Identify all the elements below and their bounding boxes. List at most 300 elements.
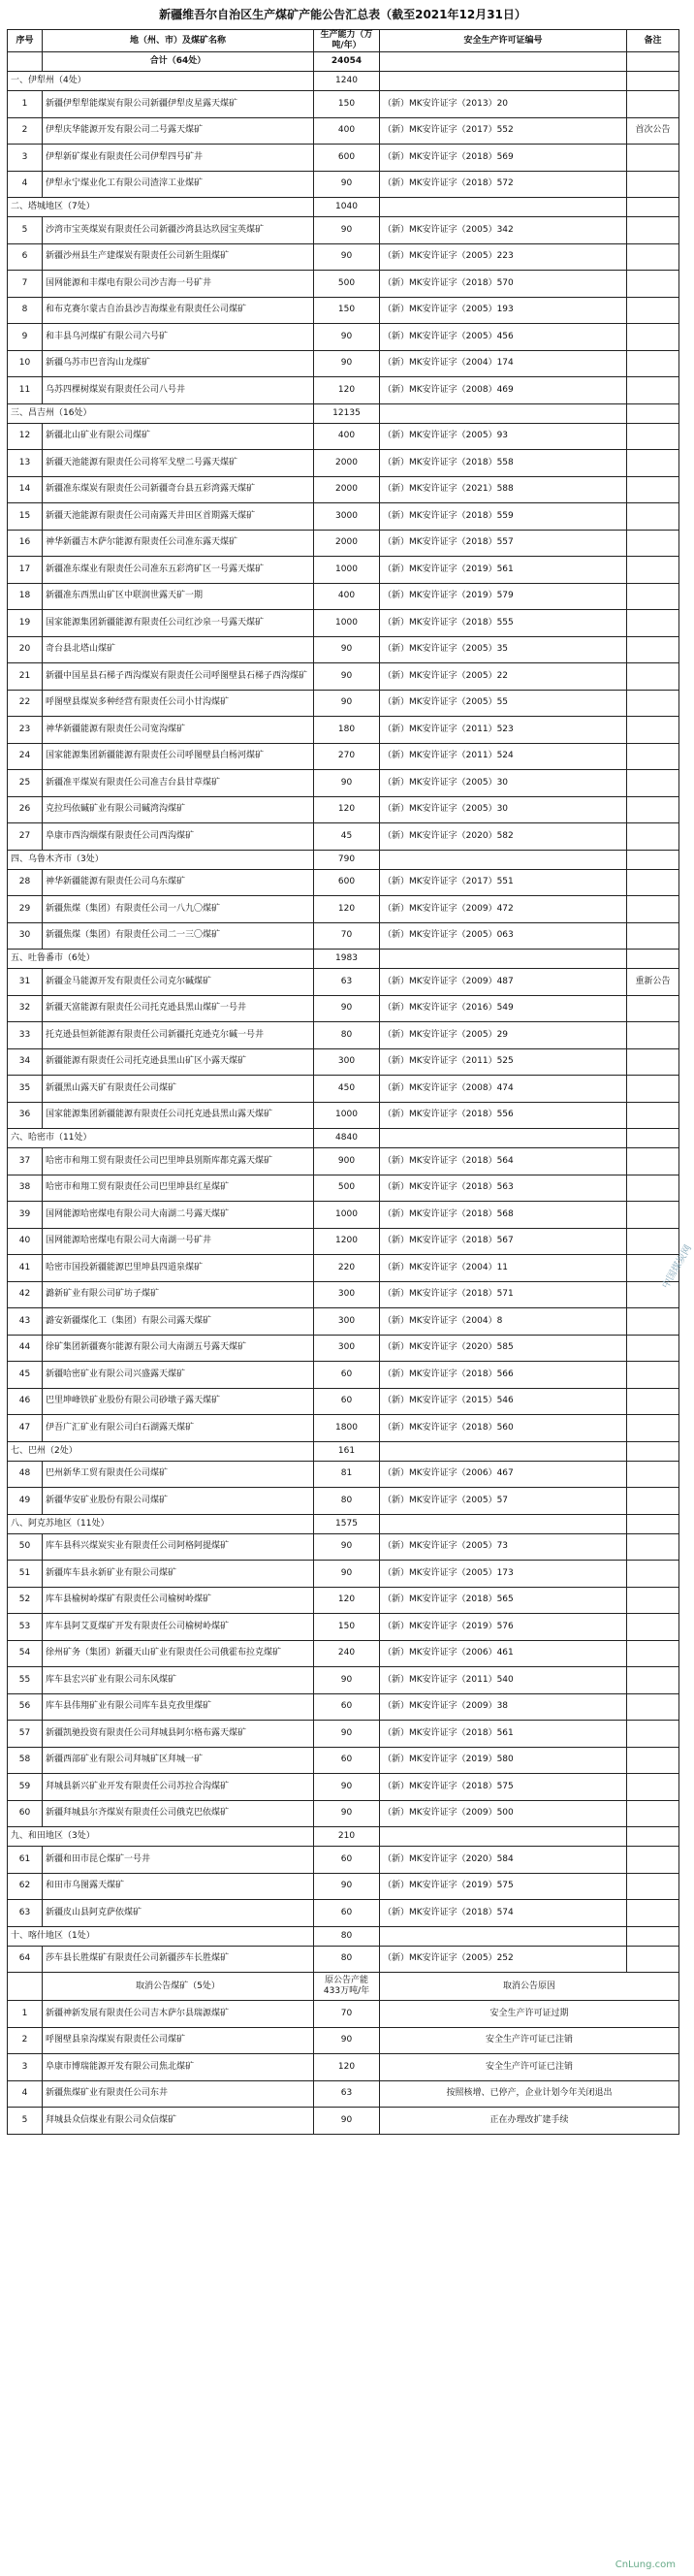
note bbox=[627, 869, 679, 896]
row-no: 43 bbox=[8, 1308, 43, 1336]
license-no: （新）MK安许证字（2021）588 bbox=[380, 476, 627, 503]
note bbox=[627, 663, 679, 691]
note bbox=[627, 1900, 679, 1927]
capacity: 60 bbox=[314, 1693, 380, 1721]
license-no: （新）MK安许证字（2019）576 bbox=[380, 1614, 627, 1641]
section-capacity: 161 bbox=[314, 1441, 380, 1461]
row-no: 50 bbox=[8, 1533, 43, 1561]
license-no: （新）MK安许证字（2006）467 bbox=[380, 1461, 627, 1488]
license-no: （新）MK安许证字（2005）29 bbox=[380, 1022, 627, 1049]
mine-name: 徐州矿务（集团）新疆天山矿业有限责任公司俄霍布拉克煤矿 bbox=[43, 1640, 314, 1667]
capacity: 90 bbox=[314, 1561, 380, 1588]
cancel-header-capacity: 原公告产能433万吨/年 bbox=[314, 1973, 380, 2001]
note bbox=[627, 583, 679, 610]
note bbox=[627, 1847, 679, 1874]
mine-name: 拜城县众信煤业有限公司众信煤矿 bbox=[43, 2108, 314, 2135]
total-label: 合计（64处） bbox=[43, 52, 314, 72]
license-no: （新）MK安许证字（2005）30 bbox=[380, 796, 627, 823]
note bbox=[627, 1693, 679, 1721]
license-no: （新）MK安许证字（2009）487 bbox=[380, 969, 627, 996]
table-row bbox=[8, 1281, 679, 1308]
row-no: 12 bbox=[8, 423, 43, 450]
capacity: 120 bbox=[314, 896, 380, 923]
capacity: 150 bbox=[314, 297, 380, 324]
license-no: （新）MK安许证字（2018）557 bbox=[380, 530, 627, 557]
note bbox=[627, 1415, 679, 1442]
capacity: 60 bbox=[314, 1362, 380, 1389]
mine-name: 新疆天池能源有限责任公司将军戈壁二号露天煤矿 bbox=[43, 450, 314, 477]
mine-name: 神华新疆吉木萨尔能源有限责任公司准东露天煤矿 bbox=[43, 530, 314, 557]
note: 重新公告 bbox=[627, 969, 679, 996]
note bbox=[627, 530, 679, 557]
table-row bbox=[8, 690, 679, 717]
license-no: （新）MK安许证字（2018）575 bbox=[380, 1774, 627, 1801]
capacity: 1800 bbox=[314, 1415, 380, 1442]
capacity: 63 bbox=[314, 969, 380, 996]
row-no: 11 bbox=[8, 377, 43, 404]
note bbox=[627, 145, 679, 172]
mine-name: 新疆凯驰投资有限责任公司拜城县阿尔格布露天煤矿 bbox=[43, 1721, 314, 1748]
capacity: 1000 bbox=[314, 557, 380, 584]
license-no: （新）MK安许证字（2004）174 bbox=[380, 350, 627, 377]
mine-name: 新疆华安矿业股份有限公司煤矿 bbox=[43, 1488, 314, 1515]
table-row bbox=[8, 1335, 679, 1362]
capacity: 90 bbox=[314, 636, 380, 663]
mine-name: 巴里坤峰铁矿业股份有限公司砂墩子露天煤矿 bbox=[43, 1388, 314, 1415]
row-no: 32 bbox=[8, 995, 43, 1022]
table-row bbox=[8, 450, 679, 477]
row-no: 23 bbox=[8, 717, 43, 744]
license-no: （新）MK安许证字（2019）575 bbox=[380, 1873, 627, 1900]
table-row bbox=[8, 503, 679, 531]
mine-name: 新疆焦煤矿业有限责任公司东井 bbox=[43, 2080, 314, 2108]
capacity: 60 bbox=[314, 1747, 380, 1774]
note bbox=[627, 1388, 679, 1415]
row-no: 28 bbox=[8, 869, 43, 896]
mine-name: 库车县阿艾夏煤矿开发有限责任公司榆树岭煤矿 bbox=[43, 1614, 314, 1641]
mine-name: 克拉玛依碱矿业有限公司碱湾沟煤矿 bbox=[43, 796, 314, 823]
table-row bbox=[8, 995, 679, 1022]
capacity: 500 bbox=[314, 1175, 380, 1202]
license-no: （新）MK安许证字（2009）500 bbox=[380, 1800, 627, 1827]
capacity: 90 bbox=[314, 324, 380, 351]
mine-name: 新疆北山矿业有限公司煤矿 bbox=[43, 423, 314, 450]
capacity: 63 bbox=[314, 2080, 380, 2108]
license-no: （新）MK安许证字（2011）540 bbox=[380, 1667, 627, 1694]
capacity: 300 bbox=[314, 1048, 380, 1076]
mine-name: 国网能源哈密煤电有限公司大南湖二号露天煤矿 bbox=[43, 1202, 314, 1229]
note bbox=[627, 1308, 679, 1336]
note bbox=[627, 377, 679, 404]
note bbox=[627, 1640, 679, 1667]
table-row bbox=[8, 583, 679, 610]
note bbox=[627, 423, 679, 450]
capacity: 3000 bbox=[314, 503, 380, 531]
row-no: 26 bbox=[8, 796, 43, 823]
row-no: 63 bbox=[8, 1900, 43, 1927]
license-no: （新）MK安许证字（2018）571 bbox=[380, 1281, 627, 1308]
row-no: 59 bbox=[8, 1774, 43, 1801]
license-no: （新）MK安许证字（2020）584 bbox=[380, 1847, 627, 1874]
table-row bbox=[8, 557, 679, 584]
capacity: 60 bbox=[314, 1847, 380, 1874]
license-no: （新）MK安许证字（2018）556 bbox=[380, 1102, 627, 1129]
capacity: 120 bbox=[314, 1587, 380, 1614]
cancel-row bbox=[8, 2080, 679, 2108]
capacity: 500 bbox=[314, 271, 380, 298]
table-row bbox=[8, 171, 679, 198]
mine-name: 潞安新疆煤化工（集团）有限公司露天煤矿 bbox=[43, 1308, 314, 1336]
license-no: （新）MK安许证字（2018）570 bbox=[380, 271, 627, 298]
capacity: 400 bbox=[314, 423, 380, 450]
note bbox=[627, 823, 679, 851]
license-no: （新）MK安许证字（2005）22 bbox=[380, 663, 627, 691]
row-no: 44 bbox=[8, 1335, 43, 1362]
license-no: （新）MK安许证字（2005）456 bbox=[380, 324, 627, 351]
note bbox=[627, 1667, 679, 1694]
section-title: 十、喀什地区（1处） bbox=[8, 1926, 314, 1946]
note bbox=[627, 1461, 679, 1488]
capacity: 900 bbox=[314, 1148, 380, 1175]
section-capacity: 12135 bbox=[314, 403, 380, 423]
table-row bbox=[8, 1900, 679, 1927]
mine-name: 伊犁永宁煤业化工有限公司渣滓工业煤矿 bbox=[43, 171, 314, 198]
license-no: （新）MK安许证字（2017）551 bbox=[380, 869, 627, 896]
section-capacity: 80 bbox=[314, 1926, 380, 1946]
note bbox=[627, 271, 679, 298]
table-row bbox=[8, 271, 679, 298]
row-no: 9 bbox=[8, 324, 43, 351]
license-no: （新）MK安许证字（2020）585 bbox=[380, 1335, 627, 1362]
section-capacity: 1240 bbox=[314, 72, 380, 91]
row-no: 52 bbox=[8, 1587, 43, 1614]
note bbox=[627, 690, 679, 717]
row-no: 46 bbox=[8, 1388, 43, 1415]
license-no: （新）MK安许证字（2005）252 bbox=[380, 1946, 627, 1973]
row-no: 17 bbox=[8, 557, 43, 584]
mine-name: 新疆准东煤炭有限责任公司新疆奇台县五彩湾露天煤矿 bbox=[43, 476, 314, 503]
section-capacity: 1040 bbox=[314, 198, 380, 217]
row-no: 30 bbox=[8, 922, 43, 950]
note bbox=[627, 217, 679, 244]
row-no: 27 bbox=[8, 823, 43, 851]
section-row bbox=[8, 950, 679, 969]
table-body bbox=[8, 72, 679, 1973]
license-no: （新）MK安许证字（2018）563 bbox=[380, 1175, 627, 1202]
note bbox=[627, 770, 679, 797]
capacity: 90 bbox=[314, 690, 380, 717]
mine-name: 潞新矿业有限公司矿坊子煤矿 bbox=[43, 1281, 314, 1308]
capacity: 90 bbox=[314, 663, 380, 691]
row-no: 34 bbox=[8, 1048, 43, 1076]
section-capacity: 210 bbox=[314, 1827, 380, 1847]
license-no: （新）MK安许证字（2005）93 bbox=[380, 423, 627, 450]
mine-name: 神华新疆能源有限责任公司宽沟煤矿 bbox=[43, 717, 314, 744]
mine-name: 新疆西部矿业有限公司拜城矿区拜城一矿 bbox=[43, 1747, 314, 1774]
section-capacity: 1983 bbox=[314, 950, 380, 969]
row-no: 40 bbox=[8, 1228, 43, 1255]
table-row bbox=[8, 1721, 679, 1748]
row-no: 25 bbox=[8, 770, 43, 797]
row-no: 4 bbox=[8, 171, 43, 198]
section-row bbox=[8, 1129, 679, 1148]
capacity: 90 bbox=[314, 770, 380, 797]
mine-name: 沙湾市宝英煤炭有限责任公司新疆沙湾县达玖园宝英煤矿 bbox=[43, 217, 314, 244]
mine-name: 拜城县新兴矿业开发有限责任公司苏拉合沟煤矿 bbox=[43, 1774, 314, 1801]
mine-name: 伊犁新矿煤业有限责任公司伊犁四号矿井 bbox=[43, 145, 314, 172]
mine-name: 库车县宏兴矿业有限公司东风煤矿 bbox=[43, 1667, 314, 1694]
capacity: 90 bbox=[314, 217, 380, 244]
row-no: 2 bbox=[8, 2027, 43, 2054]
capacity: 80 bbox=[314, 1488, 380, 1515]
table-row bbox=[8, 1946, 679, 1973]
table-row bbox=[8, 377, 679, 404]
table-row bbox=[8, 324, 679, 351]
row-no: 14 bbox=[8, 476, 43, 503]
section-title: 四、乌鲁木齐市（3处） bbox=[8, 850, 314, 869]
note bbox=[627, 796, 679, 823]
license-no: （新）MK安许证字（2011）523 bbox=[380, 717, 627, 744]
table-row bbox=[8, 1202, 679, 1229]
mine-capacity-table bbox=[7, 29, 679, 1973]
row-no: 3 bbox=[8, 145, 43, 172]
note bbox=[627, 1488, 679, 1515]
section-row bbox=[8, 1827, 679, 1847]
mine-name: 新疆和田市昆仑煤矿一号井 bbox=[43, 1847, 314, 1874]
mine-name: 呼图壁县泉沟煤炭有限责任公司煤矿 bbox=[43, 2027, 314, 2054]
license-no: （新）MK安许证字（2005）73 bbox=[380, 1533, 627, 1561]
license-no: （新）MK安许证字（2018）564 bbox=[380, 1148, 627, 1175]
mine-name: 莎车县长胜煤矿有限责任公司新疆莎车长胜煤矿 bbox=[43, 1946, 314, 1973]
note bbox=[627, 1873, 679, 1900]
table-row bbox=[8, 1488, 679, 1515]
mine-name: 新疆焦煤（集团）有限责任公司一八九〇煤矿 bbox=[43, 896, 314, 923]
row-no: 48 bbox=[8, 1461, 43, 1488]
mine-name: 伊犁庆华能源开发有限公司二号露天煤矿 bbox=[43, 117, 314, 145]
license-no: （新）MK安许证字（2018）565 bbox=[380, 1587, 627, 1614]
capacity: 1000 bbox=[314, 610, 380, 637]
table-row bbox=[8, 1774, 679, 1801]
license-no: （新）MK安许证字（2018）558 bbox=[380, 450, 627, 477]
cancel-row bbox=[8, 2001, 679, 2028]
row-no: 53 bbox=[8, 1614, 43, 1641]
mine-name: 哈密市国投新疆能源巴里坤县四道泉煤矿 bbox=[43, 1255, 314, 1282]
row-no: 41 bbox=[8, 1255, 43, 1282]
capacity: 450 bbox=[314, 1076, 380, 1103]
table-row bbox=[8, 117, 679, 145]
section-capacity: 1575 bbox=[314, 1514, 380, 1533]
row-no: 61 bbox=[8, 1847, 43, 1874]
capacity: 400 bbox=[314, 583, 380, 610]
table-row bbox=[8, 1102, 679, 1129]
row-no: 47 bbox=[8, 1415, 43, 1442]
mine-name: 乌苏四棵树煤炭有限责任公司八号井 bbox=[43, 377, 314, 404]
cancel-header-reason: 取消公告原因 bbox=[380, 1973, 679, 2001]
row-no: 36 bbox=[8, 1102, 43, 1129]
header-note: 备注 bbox=[627, 30, 679, 52]
license-no: （新）MK安许证字（2018）568 bbox=[380, 1202, 627, 1229]
table-row bbox=[8, 1667, 679, 1694]
capacity: 300 bbox=[314, 1335, 380, 1362]
section-row bbox=[8, 198, 679, 217]
row-no: 1 bbox=[8, 91, 43, 118]
license-no: （新）MK安许证字（2005）193 bbox=[380, 297, 627, 324]
total-row bbox=[8, 52, 679, 72]
license-no: （新）MK安许证字（2005）223 bbox=[380, 243, 627, 271]
license-no: （新）MK安许证字（2018）574 bbox=[380, 1900, 627, 1927]
row-no: 31 bbox=[8, 969, 43, 996]
note bbox=[627, 1747, 679, 1774]
note bbox=[627, 1148, 679, 1175]
section-title: 二、塔城地区（7处） bbox=[8, 198, 314, 217]
mine-name: 新疆能源有限责任公司托克逊县黑山矿区小露天煤矿 bbox=[43, 1048, 314, 1076]
section-title: 九、和田地区（3处） bbox=[8, 1827, 314, 1847]
table-row bbox=[8, 530, 679, 557]
row-no: 22 bbox=[8, 690, 43, 717]
row-no: 55 bbox=[8, 1667, 43, 1694]
table-row bbox=[8, 1533, 679, 1561]
capacity: 90 bbox=[314, 1533, 380, 1561]
row-no: 13 bbox=[8, 450, 43, 477]
license-no: （新）MK安许证字（2006）461 bbox=[380, 1640, 627, 1667]
row-no: 10 bbox=[8, 350, 43, 377]
capacity: 90 bbox=[314, 1873, 380, 1900]
license-no: （新）MK安许证字（2008）469 bbox=[380, 377, 627, 404]
cancel-header-row bbox=[8, 1973, 679, 2001]
row-no: 2 bbox=[8, 117, 43, 145]
license-no: （新）MK安许证字（2004）8 bbox=[380, 1308, 627, 1336]
mine-name: 新疆库车县永新矿业有限公司煤矿 bbox=[43, 1561, 314, 1588]
capacity: 90 bbox=[314, 1667, 380, 1694]
note bbox=[627, 1587, 679, 1614]
license-no: （新）MK安许证字（2013）20 bbox=[380, 91, 627, 118]
mine-name: 新疆焦煤（集团）有限责任公司二一三〇煤矿 bbox=[43, 922, 314, 950]
capacity: 600 bbox=[314, 145, 380, 172]
mine-name: 神华新疆能源有限责任公司乌东煤矿 bbox=[43, 869, 314, 896]
table-row bbox=[8, 796, 679, 823]
row-no: 19 bbox=[8, 610, 43, 637]
table-row bbox=[8, 1228, 679, 1255]
row-no: 5 bbox=[8, 217, 43, 244]
table-row bbox=[8, 896, 679, 923]
license-no: （新）MK安许证字（2018）567 bbox=[380, 1228, 627, 1255]
capacity: 150 bbox=[314, 1614, 380, 1641]
note bbox=[627, 1022, 679, 1049]
table-row bbox=[8, 1640, 679, 1667]
table-row bbox=[8, 869, 679, 896]
cancel-reason: 安全生产许可证过期 bbox=[380, 2001, 679, 2028]
mine-name: 新疆伊犁犁能煤炭有限公司新疆伊犁皮星露天煤矿 bbox=[43, 91, 314, 118]
license-no: （新）MK安许证字（2005）55 bbox=[380, 690, 627, 717]
table-row bbox=[8, 1415, 679, 1442]
note bbox=[627, 557, 679, 584]
note bbox=[627, 1800, 679, 1827]
section-title: 三、昌吉州（16处） bbox=[8, 403, 314, 423]
license-no: （新）MK安许证字（2019）579 bbox=[380, 583, 627, 610]
capacity: 90 bbox=[314, 171, 380, 198]
capacity: 2000 bbox=[314, 530, 380, 557]
mine-name: 国网能源和丰煤电有限公司沙吉海一号矿井 bbox=[43, 271, 314, 298]
cancel-row bbox=[8, 2027, 679, 2054]
row-no: 45 bbox=[8, 1362, 43, 1389]
row-no: 33 bbox=[8, 1022, 43, 1049]
note bbox=[627, 743, 679, 770]
note bbox=[627, 896, 679, 923]
cancel-reason: 按照核增、已停产，企业计划今年关闭退出 bbox=[380, 2080, 679, 2108]
note bbox=[627, 324, 679, 351]
note bbox=[627, 922, 679, 950]
note bbox=[627, 1561, 679, 1588]
row-no: 42 bbox=[8, 1281, 43, 1308]
mine-name: 库车县榆树岭煤矿有限责任公司榆树岭煤矿 bbox=[43, 1587, 314, 1614]
capacity: 45 bbox=[314, 823, 380, 851]
section-title: 七、巴州（2处） bbox=[8, 1441, 314, 1461]
note bbox=[627, 1335, 679, 1362]
license-no: （新）MK安许证字（2005）173 bbox=[380, 1561, 627, 1588]
mine-name: 阜康市博瑞能源开发有限公司焦北煤矿 bbox=[43, 2054, 314, 2081]
mine-name: 新疆黑山露天矿有限责任公司煤矿 bbox=[43, 1076, 314, 1103]
section-capacity: 4840 bbox=[314, 1129, 380, 1148]
table-row bbox=[8, 1255, 679, 1282]
license-no: （新）MK安许证字（2018）560 bbox=[380, 1415, 627, 1442]
license-no: （新）MK安许证字（2017）552 bbox=[380, 117, 627, 145]
table-row bbox=[8, 1847, 679, 1874]
license-no: （新）MK安许证字（2004）11 bbox=[380, 1255, 627, 1282]
license-no: （新）MK安许证字（2011）524 bbox=[380, 743, 627, 770]
license-no: （新）MK安许证字（2011）525 bbox=[380, 1048, 627, 1076]
mine-name: 新疆准东西黑山矿区中联润世露天矿一期 bbox=[43, 583, 314, 610]
mine-name: 奇台县北塔山煤矿 bbox=[43, 636, 314, 663]
note bbox=[627, 636, 679, 663]
note bbox=[627, 297, 679, 324]
capacity: 120 bbox=[314, 2054, 380, 2081]
row-no: 56 bbox=[8, 1693, 43, 1721]
row-no: 6 bbox=[8, 243, 43, 271]
note bbox=[627, 1533, 679, 1561]
cancel-header-name: 取消公告煤矿（5处） bbox=[43, 1973, 314, 2001]
note bbox=[627, 1048, 679, 1076]
table-row bbox=[8, 1048, 679, 1076]
mine-name: 新疆皮山县阿克萨依煤矿 bbox=[43, 1900, 314, 1927]
mine-name: 国家能源集团新疆能源有限责任公司红沙泉一号露天煤矿 bbox=[43, 610, 314, 637]
table-header-row bbox=[8, 30, 679, 52]
row-no: 60 bbox=[8, 1800, 43, 1827]
mine-name: 新疆沙州县生产建煤炭有限责任公司新生阻煤矿 bbox=[43, 243, 314, 271]
note bbox=[627, 243, 679, 271]
capacity: 70 bbox=[314, 922, 380, 950]
capacity: 90 bbox=[314, 1721, 380, 1748]
note bbox=[627, 995, 679, 1022]
capacity: 1200 bbox=[314, 1228, 380, 1255]
table-row bbox=[8, 350, 679, 377]
row-no: 57 bbox=[8, 1721, 43, 1748]
table-row bbox=[8, 823, 679, 851]
mine-name: 哈密市和翔工贸有限责任公司巴里坤县别斯库都克露天煤矿 bbox=[43, 1148, 314, 1175]
row-no: 51 bbox=[8, 1561, 43, 1588]
note bbox=[627, 1774, 679, 1801]
row-no: 64 bbox=[8, 1946, 43, 1973]
mine-name: 新疆哈密矿业有限公司兴盛露天煤矿 bbox=[43, 1362, 314, 1389]
capacity: 70 bbox=[314, 2001, 380, 2028]
capacity: 90 bbox=[314, 1800, 380, 1827]
license-no: （新）MK安许证字（2005）57 bbox=[380, 1488, 627, 1515]
table-row bbox=[8, 610, 679, 637]
total-value: 24054 bbox=[314, 52, 380, 72]
table-row bbox=[8, 243, 679, 271]
note bbox=[627, 1076, 679, 1103]
capacity: 80 bbox=[314, 1946, 380, 1973]
row-no: 5 bbox=[8, 2108, 43, 2135]
